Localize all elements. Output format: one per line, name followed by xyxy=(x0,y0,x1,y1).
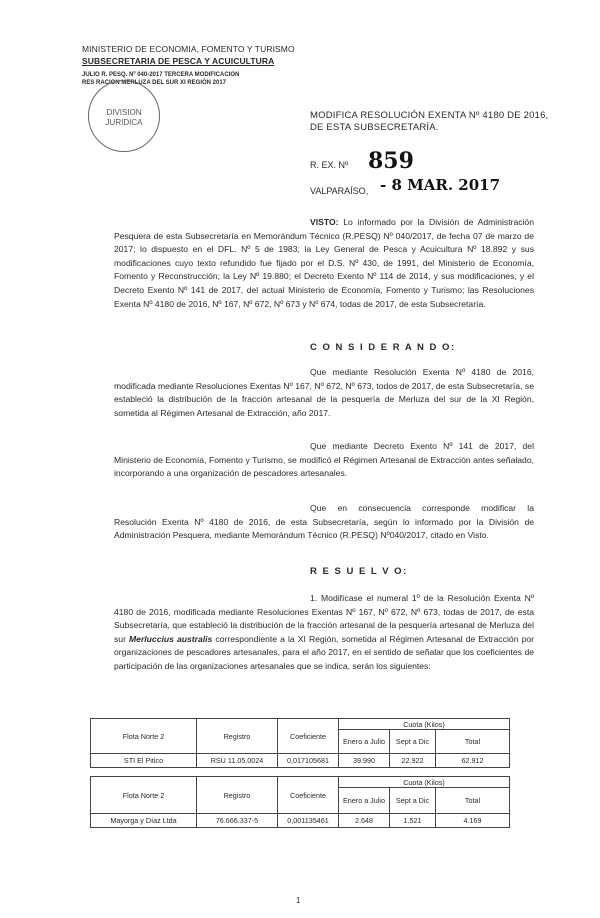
table-cell: 0,017105681 xyxy=(278,754,339,768)
table-header-total: Total xyxy=(436,788,510,814)
ministry-name: MINISTERIO DE ECONOMIA, FOMENTO Y TURISMO xyxy=(82,44,295,54)
table-cell: 2.648 xyxy=(339,814,390,828)
table-cell: STI El Pitico xyxy=(91,754,197,768)
table-cell: 0,001135461 xyxy=(278,814,339,828)
table-header-sep-dec: Sept a Dic xyxy=(390,788,436,814)
table-header-quota: Cuota (Kilos) xyxy=(339,719,510,730)
table-header-sep-dec: Sept a Dic xyxy=(390,730,436,754)
table-header-jan-jul: Enero a Julio xyxy=(339,788,390,814)
table-row xyxy=(91,754,510,768)
considerando-heading: C O N S I D E R A N D O: xyxy=(310,342,456,353)
table-header-coefficient: Coeficiente xyxy=(278,719,339,754)
stamp-text: DIVISION JURIDICA xyxy=(105,108,143,127)
document-date: - 8 MAR. 2017 xyxy=(380,176,501,194)
table-cell: 4.169 xyxy=(436,814,510,828)
resuelvo-heading: R E S U E L V O: xyxy=(310,566,408,577)
resolution-number: 859 xyxy=(368,148,414,174)
table-cell: Mayorga y Díaz Ltda xyxy=(91,814,197,828)
document-title: MODIFICA RESOLUCIÓN EXENTA Nº 4180 DE 2016, DE ESTA SUBSECRETARÍA. xyxy=(310,110,549,133)
considerando-paragraph-2: Que mediante Decreto Exento Nº 141 de 2017, del Ministerio de Economía, Fomento y Turismo, se modificó el Régimen Artesanal de Extracción antes señalado, incorporando a una organización de pescadores artesanales. xyxy=(114,441,534,479)
table-cell: 39.990 xyxy=(339,754,390,768)
resolution-label: R. EX. Nº xyxy=(310,160,349,170)
considerando-paragraph-3: Que en consecuencia corresponde modificar la Resolución Exenta Nº 4180 de 2016, de esta Subsecretaría, según lo informado por la División de Administración Pesquera, mediante Memorándum Técnico (R.PESQ) Nº040/2017, citado en Visto. xyxy=(114,503,534,541)
table-cell: 1.521 xyxy=(390,814,436,828)
table-header-coefficient: Coeficiente xyxy=(278,777,339,814)
reference-line-1: JULIO R. PESQ. Nº 040-2017 TERCERA MODIFICACION xyxy=(82,72,240,78)
table-cell: 22.922 xyxy=(390,754,436,768)
visto-paragraph: VISTO: Lo informado por la División de Administración Pesquera de esta Subsecretaría en Memorándum Técnico (R.PESQ) Nº 040/2017, de fecha 07 de marzo de 2017; lo dispuesto en el DFL. Nº 5 de 1983; la Ley General de Pesca y Acuicultura Nº 18.892 y sus modificaciones cuyo texto refundido fue fijado por el D.S. Nº 430, de 1991, del Ministerio de Economía, Fomento y Reconstrucción; la Ley Nº 19.880; el Decreto Exento Nº 114 de 2014, y sus modificaciones, y el Decreto Exento Nº 141 de 2017, del actual Ministerio de Economía, Fomento y Turismo; las Resoluciones Exenta Nº 4180 de 2016, Nº 167, Nº 672, Nº 673 y Nº 674, todas de 2017, de esta Subsecretaría. xyxy=(114,217,534,309)
subsecretaria-name: SUBSECRETARIA DE PESCA Y ACUICULTURA xyxy=(82,56,275,66)
table-header-fleet: Flota Norte 2 xyxy=(91,777,197,814)
considerando-paragraph-1: Que mediante Resolución Exenta Nº 4180 de 2016, modificada mediante Resoluciones Exentas Nº 167, Nº 672, Nº 673, todos de 2017, de esta Subsecretaría, se estableció la distribución de la fracción artesanal de la pesquería de Merluza del sur de la XI Región, sometida al Régimen Artesanal de Extracción, año 2017. xyxy=(114,367,534,418)
reference-line-2: RES RACION MERLUZA DEL SUR XI REGIÓN 2017 xyxy=(82,80,227,86)
table-cell: 62.912 xyxy=(436,754,510,768)
table-cell: 76.666.337-5 xyxy=(197,814,278,828)
table-header-fleet: Flota Norte 2 xyxy=(91,719,197,754)
place-label: VALPARAÍSO, xyxy=(310,186,369,196)
table-header-registry: Registro xyxy=(197,777,278,814)
table-header-total: Total xyxy=(436,730,510,754)
page-number: 1 xyxy=(296,896,301,905)
table-cell: RSU 11.05.0024 xyxy=(197,754,278,768)
table-header-jan-jul: Enero a Julio xyxy=(339,730,390,754)
visto-label: VISTO: xyxy=(310,217,339,227)
table-header-registry: Registro xyxy=(197,719,278,754)
quota-table-1 xyxy=(90,718,510,768)
quota-table-2 xyxy=(90,776,510,828)
table-row xyxy=(91,814,510,828)
species-name: Merluccius australis xyxy=(129,633,213,644)
resuelvo-paragraph-1: 1. Modifícase el numeral 1º de la Resolución Exenta Nº 4180 de 2016, modificada mediante Resoluciones Exentas Nº 167, Nº 672, Nº 673, todas de 2017, de esta Subsecretaría, que estableció la distribución de la fracción artesanal de la pesquería artesanal de Merluza del sur Merluccius australis correspondiente a la XI Región, sometida al Régimen Artesanal de Extracción por organizaciones de pescadores artesanales, para el año 2017, en el sentido de señalar que los coeficientes de participación de las organizaciones artesanales que se indica, serán los siguientes: xyxy=(114,593,534,671)
table-header-quota: Cuota (Kilos) xyxy=(339,777,510,788)
